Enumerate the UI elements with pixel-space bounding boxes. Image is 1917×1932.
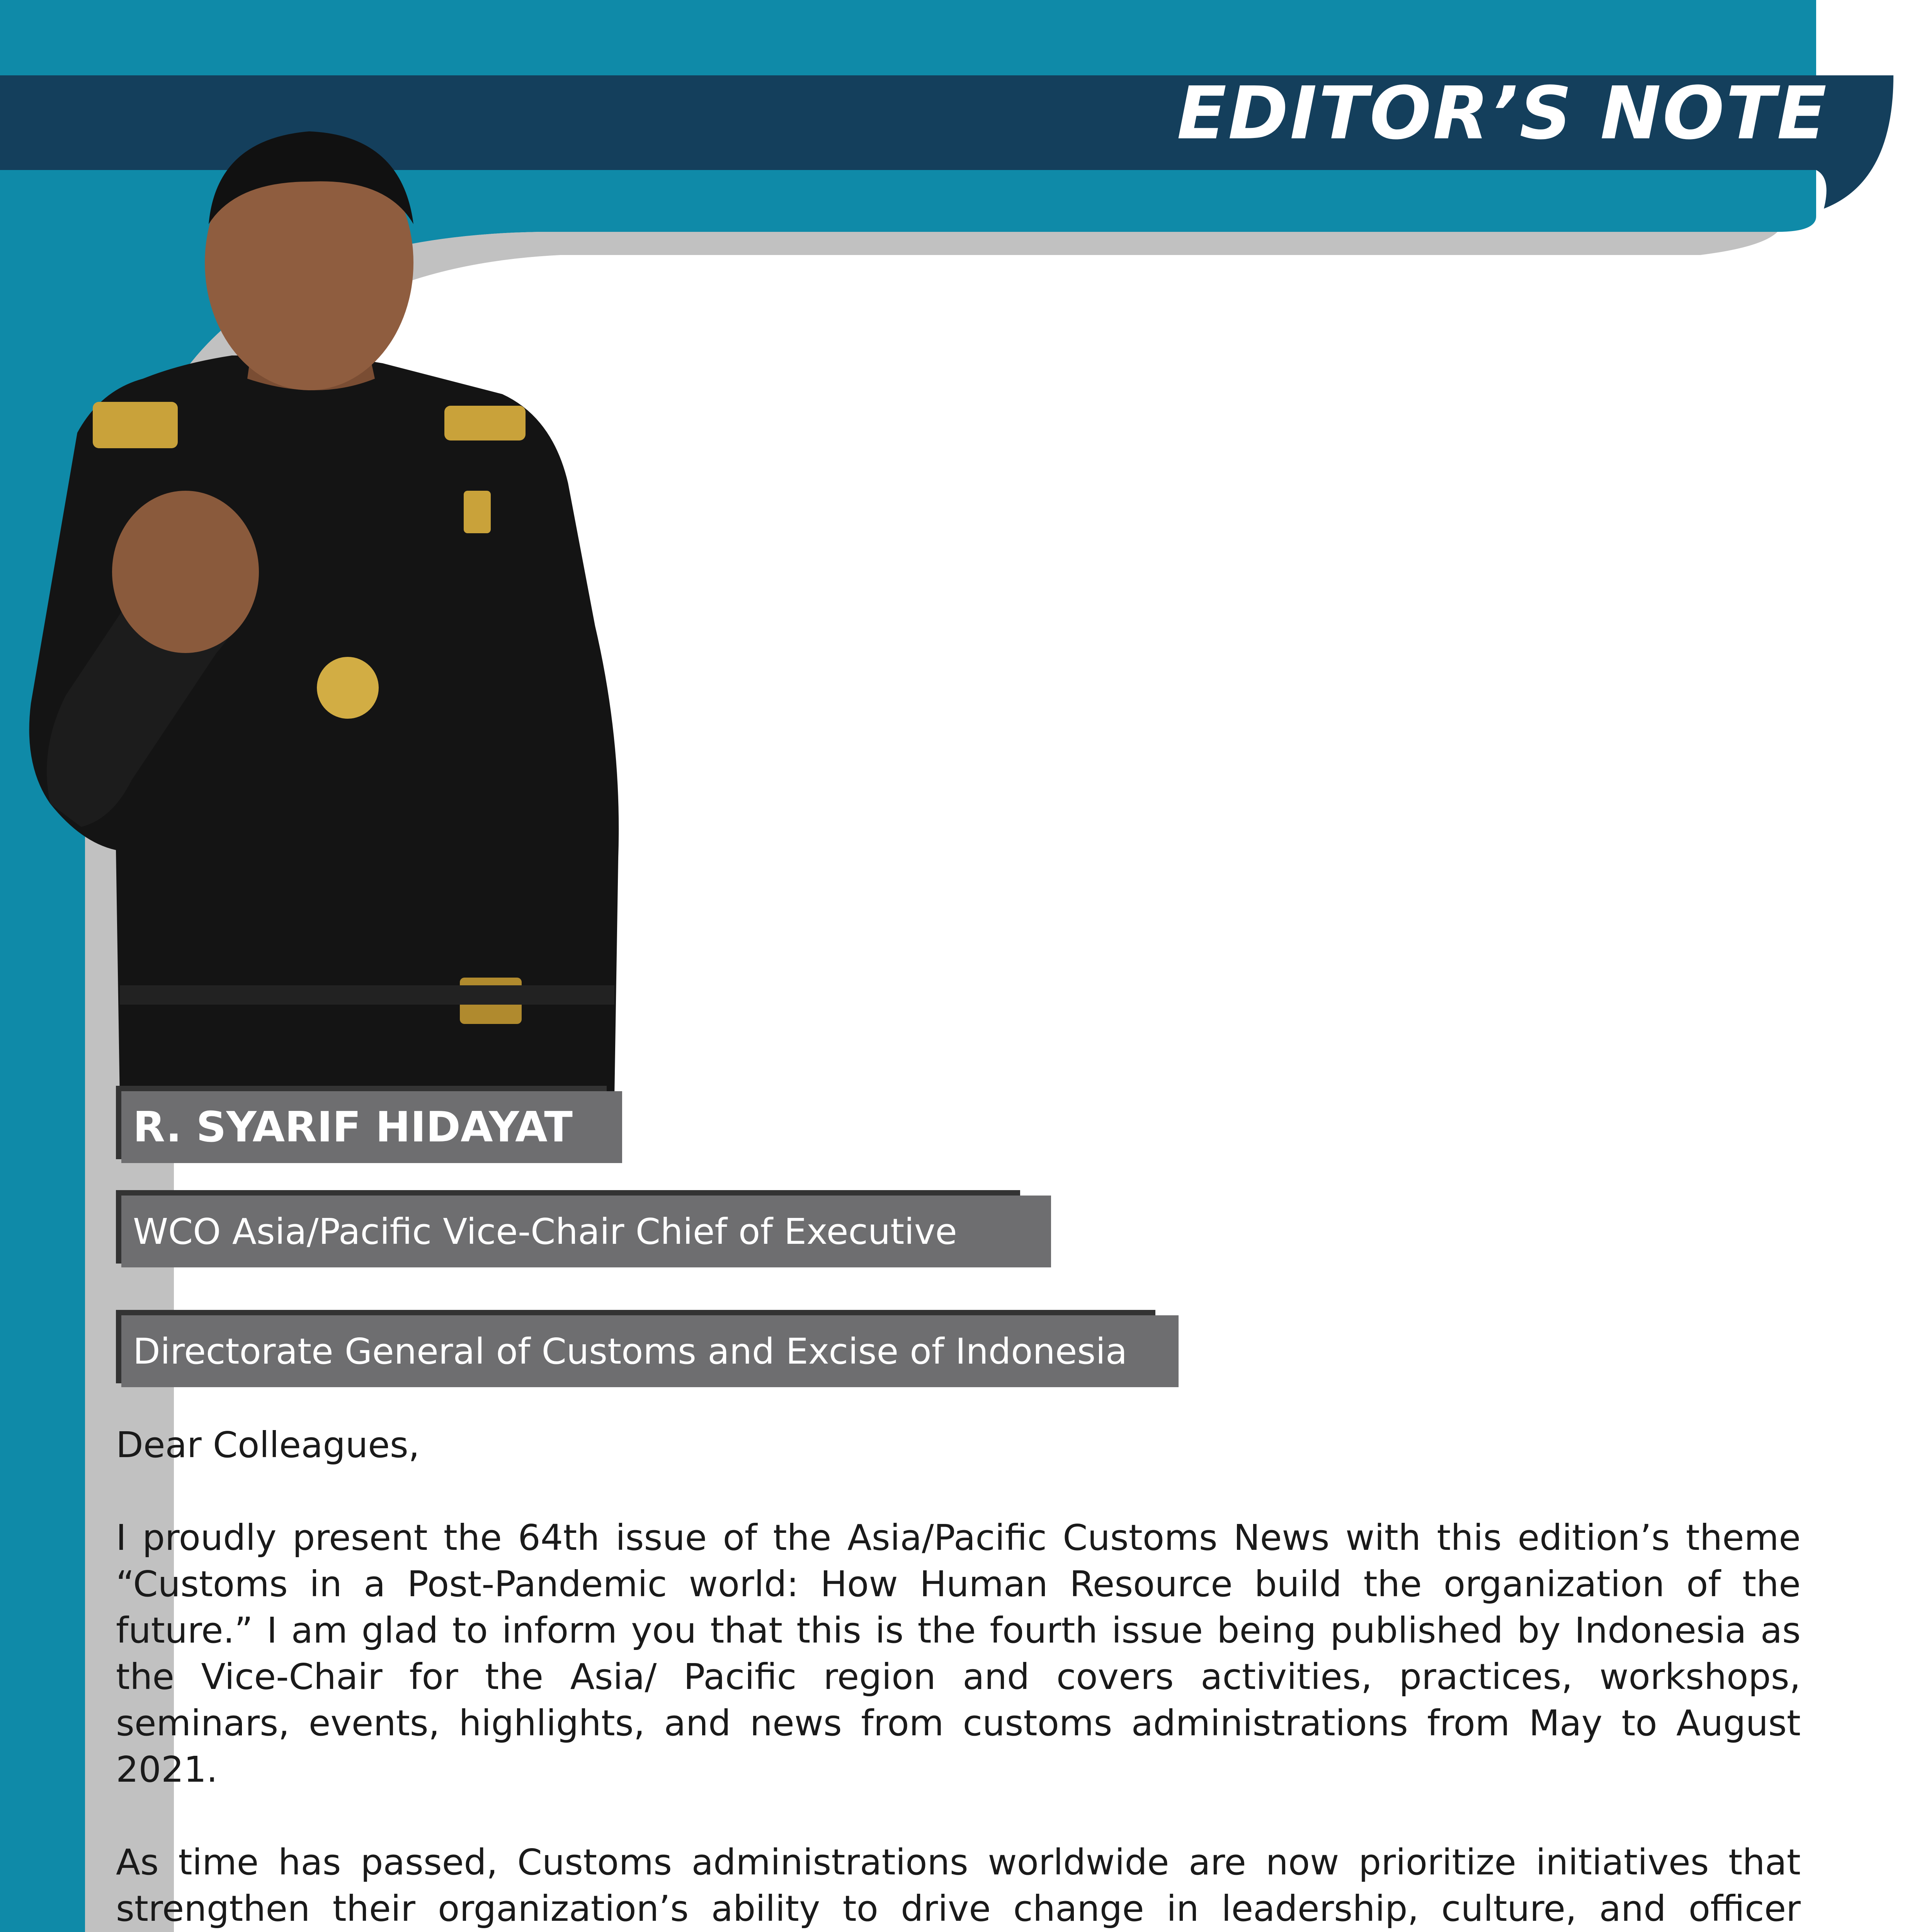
right-epaulette: [444, 406, 526, 440]
left-epaulette: [93, 402, 178, 448]
author-portrait: [15, 85, 626, 1097]
author-title: WCO Asia/Pacific Vice-Chair Chief of Executive: [121, 1196, 1051, 1267]
author-organization-bar: [116, 1310, 1179, 1387]
fist: [112, 491, 259, 653]
section-title: EDITOR’S NOTE: [1177, 71, 1828, 156]
salutation: Dear Colleagues,: [116, 1424, 420, 1466]
paragraph: I proudly present the 64th issue of the Asia/Pacific Customs News with this edition’s theme “Customs in a Post-Pandemic world: How Human Resource build the organization of the future.” I am glad to inform you that this is the fourth issue being published by Indonesia as the Vice-Chair for the Asia/ Pacific region and covers activities, practices, workshops, seminars, events, highlights, and news from customs administrations from May to August 2021.: [116, 1517, 1801, 1790]
author-name: R. SYARIF HIDAYAT: [121, 1091, 622, 1163]
letter-body: [116, 1422, 1801, 1932]
author-title-bar: [116, 1190, 1051, 1267]
belt: [120, 985, 614, 1005]
author-organization: Directorate General of Customs and Excise of Indonesia: [121, 1315, 1179, 1387]
badge-medal: [317, 657, 379, 719]
paragraph: As time has passed, Customs administrations worldwide are now prioritize initiatives that strengthen their organization’s ability to drive change in leadership, culture, and officer: [116, 1842, 1801, 1929]
chest-emblem: [464, 491, 491, 533]
author-name-bar: [116, 1086, 622, 1163]
